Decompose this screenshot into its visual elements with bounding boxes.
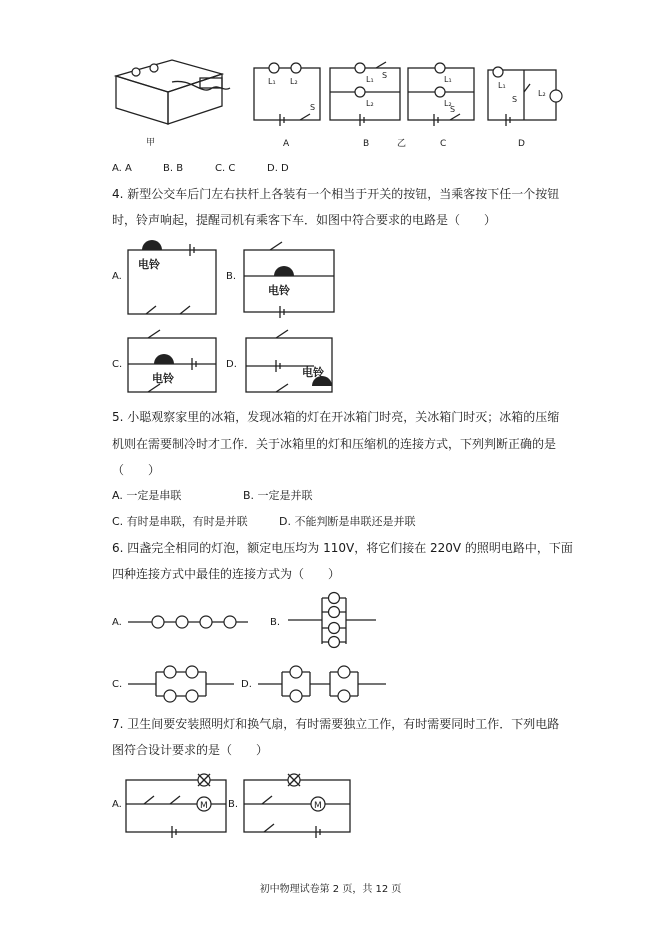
figure-yi-label: 乙: [397, 139, 407, 149]
q4-option-c-label[interactable]: C.: [112, 359, 123, 370]
motor-label-a: M: [200, 801, 208, 811]
q4-circuit-c: [126, 328, 220, 396]
label-S-c: S: [450, 105, 456, 114]
q5-question-line1: 5. 小聪观察家里的冰箱，发现冰箱的灯在开冰箱门时亮，关冰箱门时灭；冰箱的压缩: [112, 410, 560, 424]
label-L1: L₁: [268, 77, 276, 86]
q7-question-line2: 图符合设计要求的是（ ）: [112, 743, 269, 757]
q4-question-line2: 时，铃声响起，提醒司机有乘客下车．如图中符合要求的电路是（ ）: [112, 213, 497, 227]
panel-label-B: B: [363, 139, 370, 149]
q5-question-line2: 机则在需要制冷时才工作．关于冰箱里的灯和压缩机的连接方式，下列判断正确的是: [112, 437, 557, 451]
q5-option-c[interactable]: C. 有时是串联，有时是并联: [112, 515, 248, 528]
label-L1-b: L₁: [366, 75, 374, 84]
circuit-top-C: [404, 62, 478, 128]
panel-label-C: C: [440, 139, 447, 149]
q3-option-c[interactable]: C. C: [215, 163, 236, 174]
q5-question-line3: （ ）: [112, 463, 161, 477]
label-L2: L₂: [290, 77, 298, 86]
circuit-top-D: [484, 62, 564, 128]
bell-label-c: 电铃: [152, 372, 174, 385]
q6-option-c-label[interactable]: C.: [112, 679, 123, 690]
q5-option-b[interactable]: B. 一定是并联: [243, 489, 313, 502]
figure-jia-label: 甲: [146, 138, 156, 148]
motor-label-b: M: [314, 801, 322, 811]
q7-option-b-label[interactable]: B.: [228, 799, 239, 810]
q7-circuit-a: [124, 770, 230, 838]
label-S-b: S: [382, 71, 388, 80]
label-L1-c: L₁: [444, 75, 452, 84]
q4-circuit-a: [126, 236, 220, 318]
q7-option-a-label[interactable]: A.: [112, 799, 122, 810]
q3-option-b[interactable]: B. B: [163, 163, 184, 174]
q6-circuit-c: [126, 664, 236, 704]
q5-option-d[interactable]: D. 不能判断是串联还是并联: [279, 515, 416, 528]
q3-option-d[interactable]: D. D: [267, 163, 289, 174]
q6-question-line2: 四种连接方式中最佳的连接方式为（ ）: [112, 567, 341, 581]
q4-circuit-b: [240, 236, 338, 318]
label-S: S: [310, 103, 316, 112]
q7-question-line1: 7. 卫生间要安装照明灯和换气扇，有时需要独立工作，有时需要同时工作．下列电路: [112, 717, 560, 731]
q4-question-line1: 4. 新型公交车后门左右扶杆上各装有一个相当于开关的按钮，当乘客按下任一个按钮: [112, 187, 560, 201]
label-S-d: S: [512, 95, 518, 104]
bell-label-b: 电铃: [268, 284, 290, 297]
q6-question-line1: 6. 四盏完全相同的灯泡，额定电压均为 110V，将它们接在 220V 的照明电路中，下面: [112, 541, 573, 555]
q4-option-a-label[interactable]: A.: [112, 271, 122, 282]
q6-option-b-label[interactable]: B.: [270, 617, 281, 628]
q7-circuit-b: [242, 770, 354, 838]
figure-jia: [112, 52, 232, 148]
q3-option-a[interactable]: A. A: [112, 163, 132, 174]
q6-circuit-b: [286, 592, 378, 652]
q6-circuit-a: [126, 612, 252, 632]
bell-label-a: 电铃: [138, 258, 160, 271]
circuit-top-A: [250, 64, 324, 128]
label-L2-c: L₂: [444, 99, 452, 108]
label-L2-d: L₂: [538, 89, 546, 98]
bell-label-d: 电铃: [302, 366, 324, 379]
q4-option-d-label[interactable]: D.: [226, 359, 237, 370]
label-L1-d: L₁: [498, 81, 506, 90]
q4-option-b-label[interactable]: B.: [226, 271, 237, 282]
q5-option-a[interactable]: A. 一定是串联: [112, 489, 182, 502]
panel-label-D: D: [518, 139, 525, 149]
circuit-top-B: [326, 62, 404, 128]
q6-option-d-label[interactable]: D.: [241, 679, 252, 690]
q6-circuit-d: [256, 664, 390, 704]
page-footer: 初中物理试卷第 2 页，共 12 页: [259, 884, 402, 895]
label-L2-b: L₂: [366, 99, 374, 108]
q4-circuit-d: [242, 326, 338, 396]
panel-label-A: A: [283, 139, 290, 149]
q6-option-a-label[interactable]: A.: [112, 617, 122, 628]
